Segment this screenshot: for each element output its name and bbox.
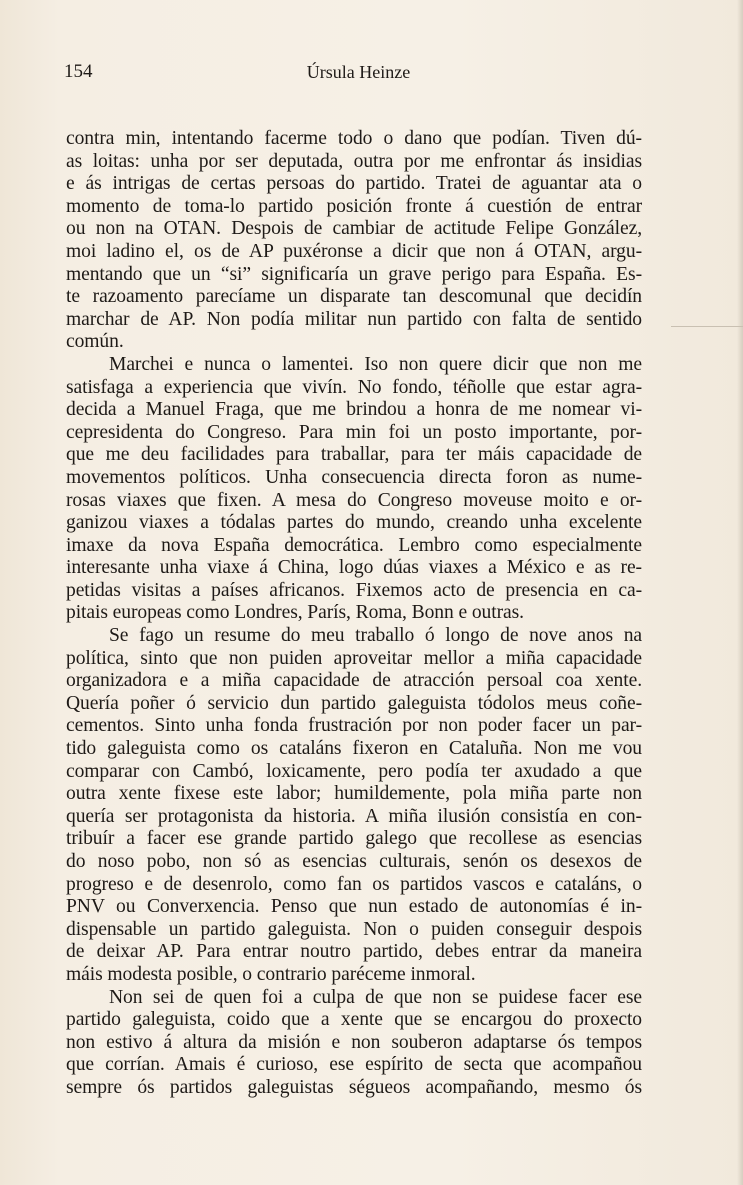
text-line: satisfaga a experiencia que vivín. No fondo, téñolle que estar agra-: [66, 376, 642, 398]
paragraph-4: [66, 987, 642, 1100]
text-line: ganizou viaxes a tódalas partes do mundo, creando unha excelente: [66, 512, 642, 534]
text-line: e ás intrigas de certas persoas do partido. Tratei de aguantar ata o: [66, 173, 642, 195]
page-edge-shadow: [737, 0, 743, 1185]
text-line: movementos políticos. Unha consecuencia directa foron as nume-: [66, 466, 642, 488]
text-line: ou non na OTAN. Despois de cambiar de actitude Felipe González,: [66, 218, 642, 240]
paragraph-1: [66, 128, 642, 354]
text-line: de deixar AP. Para entrar noutro partido, debes entrar da maneira: [66, 941, 642, 963]
text-line: outra xente fixese este labor; humildemente, pola miña parte non: [66, 783, 642, 805]
paragraph-2: [66, 354, 642, 625]
text-line: petidas visitas a países africanos. Fixemos acto de presencia en ca-: [66, 579, 642, 601]
text-line: tido galeguista como os cataláns fixeron en Cataluña. Non me vou: [66, 738, 642, 760]
text-line: Non sei de quen foi a culpa de que non se puidese facer ese: [109, 986, 642, 1008]
running-head-author: Úrsula Heinze: [306, 62, 411, 82]
text-line: momento de toma-lo partido posición fronte á cuestión de entrar: [66, 195, 642, 217]
text-line: contra min, intentando facerme todo o dano que podían. Tiven dú-: [66, 128, 642, 149]
text-line: común.: [66, 331, 124, 353]
text-line: pitais europeas como Londres, París, Roma, Bonn e outras.: [66, 602, 524, 624]
body-text: [66, 128, 642, 1100]
text-line: decida a Manuel Fraga, que me brindou a honra de me nomear vi-: [66, 399, 642, 421]
text-line: que corrían. Amais é curioso, ese espírito de secta que acompañou: [66, 1054, 642, 1076]
text-line: PNV ou Converxencia. Penso que nun estado de autonomías é in-: [66, 896, 642, 918]
text-line: sempre ós partidos galeguistas ségueos acompañando, mesmo ós: [66, 1076, 642, 1098]
text-line: imaxe da nova España democrática. Lembro como especialmente: [66, 534, 642, 556]
page-header: [64, 57, 641, 87]
text-line: as loitas: unha por ser deputada, outra por me enfrontar ás insidias: [66, 150, 642, 172]
text-line: Marchei e nunca o lamentei. Iso non quere dicir que non me: [109, 353, 642, 375]
text-line: comparar con Cambó, loxicamente, pero podía ter axudado a que: [66, 760, 642, 782]
text-line: progreso e de desenrolo, como fan os partidos vascos e cataláns, o: [66, 873, 642, 895]
text-line: dispensable un partido galeguista. Non o puiden conseguir despois: [66, 918, 642, 940]
text-line: que me deu facilidades para traballar, para ter máis capacidade de: [66, 444, 642, 466]
text-line: rosas viaxes que fixen. A mesa do Congreso moveuse moito e or-: [66, 489, 642, 511]
text-line: Quería poñer ó servicio dun partido galeguista tódolos meus coñe-: [66, 692, 642, 714]
text-line: quería ser protagonista da historia. A miña ilusión consistía en con-: [66, 805, 642, 827]
text-line: moi ladino el, os de AP puxéronse a dicir que non á OTAN, argu-: [66, 240, 642, 262]
text-line: mentando que un “si” significaría un grave perigo para España. Es-: [66, 263, 642, 285]
page-number: 154: [64, 61, 93, 82]
margin-mark: [671, 326, 743, 327]
text-line: cementos. Sinto unha fonda frustración por non poder facer un par-: [66, 715, 642, 737]
text-line: cepresidenta do Congreso. Para min foi un posto importante, por-: [66, 421, 642, 443]
text-line: tribuír a facer ese grande partido galego que recollese as esencias: [66, 828, 642, 850]
text-line: máis modesta posible, o contrario paréceme inmoral.: [66, 963, 476, 985]
text-line: te razoamento parecíame un disparate tan descomunal que decidín: [66, 286, 642, 308]
text-line: do noso pobo, non só as esencias culturais, senón os desexos de: [66, 851, 642, 872]
text-line: partido galeguista, coido que a xente que se encargou do proxecto: [66, 1009, 642, 1031]
text-line: política, sinto que non puiden aproveitar mellor a miña capacidade: [66, 647, 642, 669]
text-line: marchar de AP. Non podía militar nun partido con falta de sentido: [66, 308, 642, 330]
text-line: organizadora e a miña capacidade de atracción persoal coa xente.: [66, 670, 642, 692]
text-line: interesante unha viaxe á China, logo dúas viaxes a México e as re-: [66, 557, 642, 579]
text-line: Se fago un resume do meu traballo ó longo de nove anos na: [109, 625, 642, 647]
text-line: non estivo á altura da misión e non souberon adaptarse ós tempos: [66, 1031, 642, 1053]
paragraph-3: [66, 625, 642, 987]
